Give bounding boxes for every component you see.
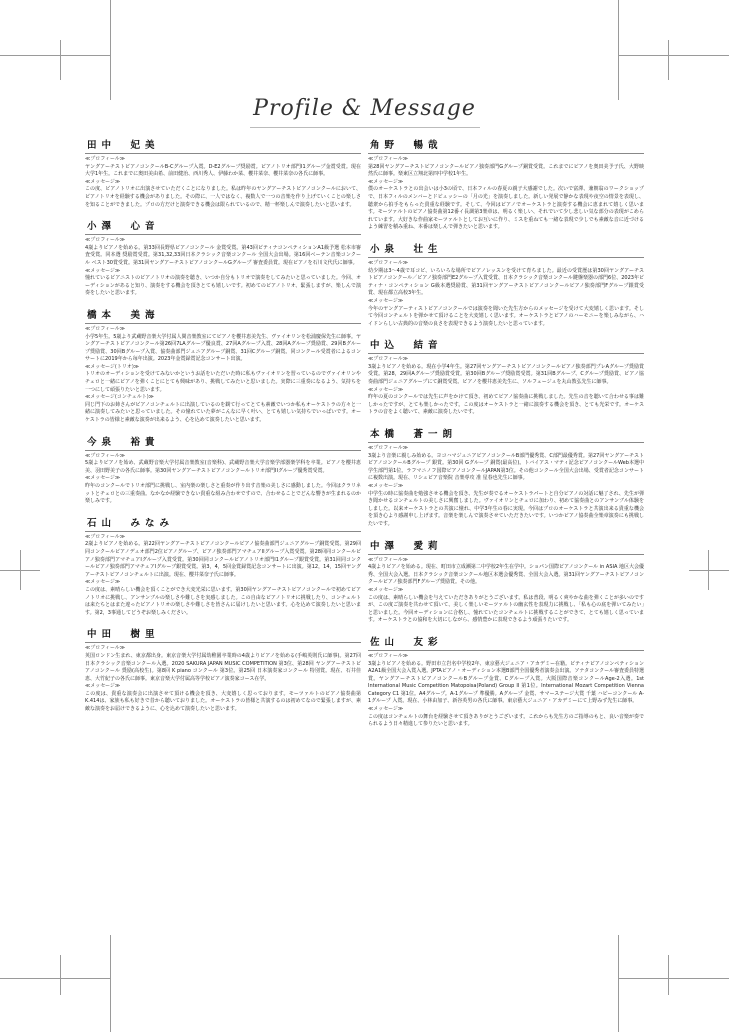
message-text: 昨年の夏のコンクールでは先生に声をかけて頂き、初めてピアノ協奏曲に挑戦しました。先生の音を聴いて合わせる事は難しかったですが、とても楽しかったです。この度はオーケストラと一緒に演奏する機会を頂き、とても光栄です。オーケストラの音をよく聴いて、素敵に演奏したいです。 (368, 394, 644, 416)
message-text: 昨年のコンクールでトリオ部門に挑戦し、室内楽の楽しさと重奏が作り出す音楽の美しさに感動しました。今回はクラリネットとチェロとの三重奏曲。なかなか経験できない貴重な組み合わせですので、合わせることでどんな響きが生まれるのか楽しみです。 (85, 483, 361, 505)
message-heading: ≪メッセージ≫ (85, 475, 121, 482)
message-heading: ≪メッセージ(トリオ)≫ (85, 363, 140, 370)
profile-block (368, 538, 644, 625)
profile-heading: ≪プロフィール≫ (85, 156, 125, 162)
message-text: 今年のヤングアーティストピアノコンクールでは演奏を聞いた先生方からのメッセージを受けて大変嬉しく思います。そして今回コンチェルトを弾かせて頂けることを大変嬉しく思います。オーケストラとピアノのハーモニーを楽しみながら、ハイドンらしい古典的の音楽の良さを表現できるよう演奏したいと思っています。 (368, 305, 644, 327)
right-column (368, 137, 644, 738)
message-heading: ≪メッセージ≫ (368, 178, 404, 185)
performer-name: 小泉 壮生 (368, 241, 644, 258)
profile-block (85, 626, 361, 713)
crop-mark (60, 40, 61, 80)
crop-mark (619, 55, 729, 56)
crop-mark (668, 40, 669, 80)
message-text: 憧れているピアニストのピアノトリオの演奏を聴き、いつか自分もトリオで演奏をしてみたいと思っていました。今回、オーディションがあると知り、演奏をする機会を頂きとても嬉しいです。初めてのピアノトリオ、緊張しますが、楽しんで演奏をしたいと思います。 (85, 275, 361, 297)
profile-block (368, 337, 644, 417)
message-heading: ≪メッセージ≫ (368, 386, 404, 393)
message-heading: ≪メッセージ≫ (85, 178, 121, 185)
performer-name: 中田 樹里 (85, 626, 361, 643)
crop-mark (110, 935, 111, 1032)
profile-text: 2歳よりピアノを始める。第22回ヤングアーチストピアノコンクールピアノ協奏曲部門ジュニアグループ銅賞受賞。第29回同コンクールピアノデュオ部門2位ピアノグループ、ピアノ独奏部門アマチュアIIグループ入賞受賞。第28回同コンクールピアノ独奏部門アマチュアIグループ入賞受賞。第30回同コンクールピアノトリオ部門I1グループ銀賞受賞。第31回同コンクールピアノ独奏部門アマチュアIグループ銀賞受賞。第3，4，5回金賞録賞記念コンサートに出演。第12，14，15回ヤングアーチストピアノコンチェルトに出演。現在、櫻井菜奈子氏に師事。 (85, 541, 361, 578)
performer-name: 小澤 心音 (85, 218, 361, 235)
left-column (85, 137, 361, 723)
message-heading: ≪メッセージ≫ (85, 683, 121, 690)
profile-heading: ≪プロフィール≫ (368, 556, 408, 563)
profile-text: 英国ロンドン生まれ、東京都出身。東京音楽大学付属幼稚園卒業時の4歳よりピアノを始める(手嶋英則氏に師事)。第27回 日本クラシック音楽コンクール入選。2020 SAKURA JAPAN MUSIC COMPETITION 第3位、第28回 ヤングアーチストピアノコンクール 奨励(高校生)。第8回 K piano コンクール 第3位。第25回 日本演奏家コンクール 特別賞。現在、石井佳恵、大竹紀子の各氏に師事。東京音楽大学付属高等学校ピアノ演奏家コース在学。 (85, 652, 361, 682)
profile-heading: ≪プロフィール≫ (85, 645, 125, 652)
profile-heading: ≪プロフィール≫ (368, 652, 408, 659)
crop-mark (20, 550, 21, 590)
profile-heading: ≪プロフィール≫ (368, 259, 408, 266)
profile-text: ヤングアーチストピアノコンクールB-Cグループ入賞。D-E2グループ奨励賞。ピアノトリオ部門Ⅰ1グループ金賞受賞。現在大学1年生。これまでに奥田美由希、前田健治、西川秀人、伊藤わか菜、櫻井菜奈、櫻井菜奈の各氏に師事。 (85, 163, 361, 178)
profile-heading: ≪プロフィール≫ (85, 533, 125, 540)
profile-heading: ≪プロフィール≫ (368, 156, 408, 162)
message-text: 同じ門下のお姉さんがピアノコンチェルトに出演しているのを観て行ってとても素敵でいつか私もオーケストラの方々と一緒に演奏してみたいと思っていました。その憧れていた夢がこんなに早く叶い、とても嬉しい気持ちでいっぱいです。オーケストラの皆様と素敵な演奏が出来るよう、心を込めて演奏したいと思います。 (85, 401, 361, 424)
profile-block (368, 426, 644, 529)
performer-name: 角野 暢哉 (368, 137, 644, 154)
profile-heading: ≪プロフィール≫ (85, 452, 125, 459)
profile-text: 5歳よりピアノを始め、武蔵野音楽大学付属音楽教室(音楽科)、武蔵野音楽大学音楽学部器楽学科を卒業。ピアノを櫻井恵美、羽田野美子の各氏に師事。第30回ヤングアーチストピアノコンクールトリオ部門IIグループ優秀賞受賞。 (85, 460, 361, 474)
profile-text: 幼少期は3〜4歳で耳コピ、いろいろな場所でピアノレッスンを受けて育ちました。最近の受賞歴は第30回ヤングアーチストピアノコンクール／ピアノ独奏部門E2グループ入賞受賞、日本クラシック音楽コンクール鍵盤楽器の部門6位、2023年ピティナ・コンペティション G級本選奨励賞、第31回ヤングアーチストピアノコンクールピアノ独奏部門Fグループ銀賞受賞、現在都立高校3年生。 (368, 267, 644, 297)
message-text: 中学生の時に協奏曲を勉強させる機会を頂き、先生が奏でるオーケストラパートと自分ピアノの対話に魅了され、先生が弾き聞かせるコンチェルトの美しさに興奮しました。ヴァイオリンとチェロに加わり、初めて協奏曲とのアンサンブル体験をしました。以来オーケストラとの共演に憧れ、中学3年生の春に実現。今回はプロのオーケストラと共演出来る貴重な機会を頂き心より感謝申し上げます。音楽を楽しんで演奏させていただきたいです。いつかピアノ協奏曲全楽章演奏にも挑戦したいです。 (368, 490, 644, 527)
profile-text: 第28回ヤングアーチストピアノコンクールピアノ独奏部門Gグループ銅賞受賞。これまでにピアノを奥田美予子氏、大野映然氏に師事。楽東区立翔北第四中学校1年生。 (368, 163, 644, 178)
message-text: この度、ピアノトリオに出演させていただくことになりました。私は昨年のヤングアーチストピアノコンクールにおいて、ピアノトリオを経験する機会がありました。その際に、一人ではなく、複数人で一つの音楽を作り上げていくことの楽しさを知ることができました。プロの方だけと演奏できる機会は限られているので、精一杯楽しんで演奏したいと思います。 (85, 186, 361, 208)
profile-block (85, 515, 361, 618)
message-text: この度は、素晴らしい機会を頂くことができ大変光栄に思います。第30回ヤングアーチストピアノコンクールで初めてピアノトリオに挑戦し、アンサンブルの楽しさや難しさを実感しました。この自由なピアノトリオに挑戦したり、コンチェルトは来たちとはまた違ったピアノトリオの楽しさや難しさを皆さんに届けしたいと思います。心を込めて演奏したいと思います。第2，3事通してどうぞお楽しみください。 (85, 586, 361, 616)
message-heading: ≪メッセージ≫ (85, 267, 121, 274)
crop-mark (619, 978, 729, 979)
profile-text: 3歳よりピアノを始める。野田市立岩名中学校2年、東京藝大ジュニア・アカデミー在籍。ピティナピアノコンペティションA2A1級全国大会入賞入選。JPTAピアノ・オーディション本選B部門全国優秀者演奏会出演。ソナタコンクール審査委員特選賞。ヤングアーチストピアノコンクールBグループ金賞、Cグループ入賞。大阪国際音楽コンクールAge-2入選。1st International Music Competition Matopoisa(Poland) Group II 第1位。International Mozart Competition Vienna Category C1 第1位。A4グループ。A-1グループ 準優勝。Aグループ 金賞、サマーステージ大賞 千葉 ハピーコンクール A-1グループ 入賞。現在、小林由加子、新谷英男の各氏に師事。東京藝大ジュニア・アカデミーにて上野みず先生に師事。 (368, 660, 644, 705)
performer-name: 今泉 裕貴 (85, 434, 361, 451)
profile-heading: ≪プロフィール≫ (85, 237, 125, 244)
message-heading: ≪メッセージ≫ (368, 586, 404, 593)
crop-mark (0, 55, 110, 56)
crop-mark (110, 0, 111, 100)
performer-name: 中込 結音 (368, 337, 644, 354)
crop-mark (668, 955, 669, 995)
crop-mark (618, 0, 619, 100)
profile-block (368, 634, 644, 729)
message-heading: ≪メッセージ≫ (368, 706, 404, 713)
message-heading: ≪メッセージ≫ (368, 297, 404, 304)
performer-name: 佐山 友彩 (368, 634, 644, 651)
performer-name: 本橋 蒼一朗 (368, 426, 644, 443)
profile-heading: ≪プロフィール≫ (368, 356, 408, 363)
crop-mark (0, 978, 110, 979)
message-text: 僕のオーケストラとの出会いは小3の頃で、日本フィルの春夏の親子大感謝でした。次いで富澤、兼朝翁のワークショップで、日本フィルのメンバーとドビュッシーの「月の光」を演奏しました。新しい発展で静かな表現や夜空の情景を表現し、聴衆から拍手をもらった貴重な経験です。そして、今回はピアノでオーケストラと演奏する機会に恵まれて嬉しく思います。モーツァルトのピアノ協奏曲第12番イ長調第3楽章は、明るく楽しい、それでいて少し悲しい気な部分の表現がこめられています。大好きな作曲家モーツァルトとしてお互いに作り、ミスを重ねても一緒な表現で少しでも素敵な音に近づけるよう練習を積み重ね、本番は楽しんで弾きたいと思います。 (368, 186, 644, 231)
message-text: この度は、素晴らしい機会を与えていただきありがとうございます。私は普段、明るく爽やかな曲を弾くことが多いのですが、この度ご演奏を共わせて頂いて、美しく楽しいモーツァルトの幽玄性を表現力に挑戦し、「私も心の底を弾いてみたい」と思いました。今回オーディションに合格し、憧れていたコンチェルトに挑戦することができて、とても嬉しく思っています。オーケストラとの協和を大切にしながら、感情豊かに表現できるよう頑張りたいです。 (368, 594, 644, 624)
page-title: Profile & Message (253, 96, 476, 121)
crop-mark (689, 570, 729, 571)
message-heading: ≪メッセージ(コンチェルト)≫ (85, 394, 154, 401)
profile-text: 3歳より音楽に親しみ始める。ヨコハマジュニアピアノコンクールB部門優秀賞、C部門最優秀賞。第27回ヤングアーチストピアノコンクールBグループ 銀賞。第30回 Gグループ 銅賞(最高位)。トバイアス・マティ記念ピアノコンクールWeb本選中学生部門第1位。ラフマニノフ国際ピアノコンクールJAPAN第3位。その他コンクール全国大会出場、受賞者記念コンサートに複数出演。現在、リシュピア音楽院 音楽専攻 准 星春也先生に師事。 (368, 452, 644, 482)
profile-heading: ≪プロフィール≫ (368, 445, 408, 452)
crop-mark (708, 550, 709, 590)
profile-block (85, 137, 361, 209)
profile-text: 3歳よりピアノを始める。現在小学4年生。第27回ヤングアーチストピアノコンクールピアノ独奏部門プレAグループ奨励賞受賞。第28，29回Aグループ奨励賞受賞。第30回Bグループ奨励賞受賞。第31回Bグループ、Cグループ奨励賞、ピアノ協奏曲部門ジュニアグループにて銅賞受賞。ピアノを櫻井恵美先生に、ソルフェージュを丸山教弘先生に師事。 (368, 363, 644, 386)
profile-block (85, 434, 361, 506)
performer-name: 石山 みなみ (85, 515, 361, 532)
performer-name: 田中 妃美 (85, 137, 361, 154)
crop-mark (60, 955, 61, 995)
profile-block (368, 137, 644, 232)
message-heading: ≪メッセージ≫ (85, 579, 121, 586)
profile-heading: ≪プロフィール≫ (85, 325, 125, 332)
title-underline (250, 127, 480, 128)
profile-block (85, 307, 361, 425)
performer-name: 中澤 愛莉 (368, 538, 644, 555)
message-text: この度はコンチェルトの舞台を経験させて頂きありがとうございます。これからも先生方のご指導のもと、良い音楽が奏でられるよう日々精進して参りたいと思います。 (368, 713, 644, 728)
crop-mark (618, 935, 619, 1032)
profile-block (368, 241, 644, 328)
message-text: トリオのオーディションを受けてみないかというお話をいただいた時に私もヴァイオリンを習っているのでヴァイオリンやチェロと一緒にピアノを弾くことにとても興味があり、挑戦してみたいと思いました。実際に三重奏になるよう、気持ちを一つにして頑張りたいと思います。 (85, 371, 361, 393)
profile-text: 小学5年生。5歳より武蔵野音楽大学付属人間音楽教室にてピアノを櫻井恵美先生、ヴァイオリンを松浦慶保先生に師事。ヤングアーチストピアノコンクール第26回7LAグループ優良賞、27回Aグループ入賞、28回Aグループ奨励賞、29回Bグループ奨励賞、30回Bグループ入賞、協奏曲部門ジュニアグループ銅賞、31回Cグループ銅賞。同コンクール受賞者によるコンサートに2019年から毎年出演。2023年金賞録賞記念コンサート出演。 (85, 333, 361, 363)
message-text: この度は、貴重な演奏会に出演させて頂ける機会を頂き、大変嬉しく思っております。モーツァルトのピアノ協奏曲第K.414は、家族も私も好きで昔から聴いておりました。オーケストラの皆様と共演するのは初めてなので緊張しますが、素敵な演奏をお届けできるように、心を込めて演奏したいと思います。 (85, 690, 361, 713)
profile-block (85, 218, 361, 298)
message-heading: ≪メッセージ≫ (368, 483, 404, 489)
profile-text: 4歳よりピアノを始める。第33回長野県ピアノコンクール 金賞受賞。第43回ピティナコンペティションA1級予選 松本市審査受賞。同本選 奨励賞受賞。第31,32,33回日本クラシック音楽コンクール 全国大会出場。第16回ベーテン音楽コンクール ベスト30賞受賞。第31回ヤングアーチストピアノコンクールGグループ 審査委員賞。現在ピアノを石川文代氏に師事。 (85, 244, 361, 266)
performer-name: 橋本 美海 (85, 307, 361, 324)
profile-text: 4歳よりピアノを始める。現在、町田市立成瀬第二中学校2年生在学中。ショパン国際ピアノコンクール in ASIA 地区大会優秀、全国大会入選。日本クラシック音楽コンクール地区本選会優秀賞、全国大会入選。第31回ヤングアーチストピアノコンクールピアノ独奏部門Fグループ奨励賞。その他。 (368, 564, 644, 586)
